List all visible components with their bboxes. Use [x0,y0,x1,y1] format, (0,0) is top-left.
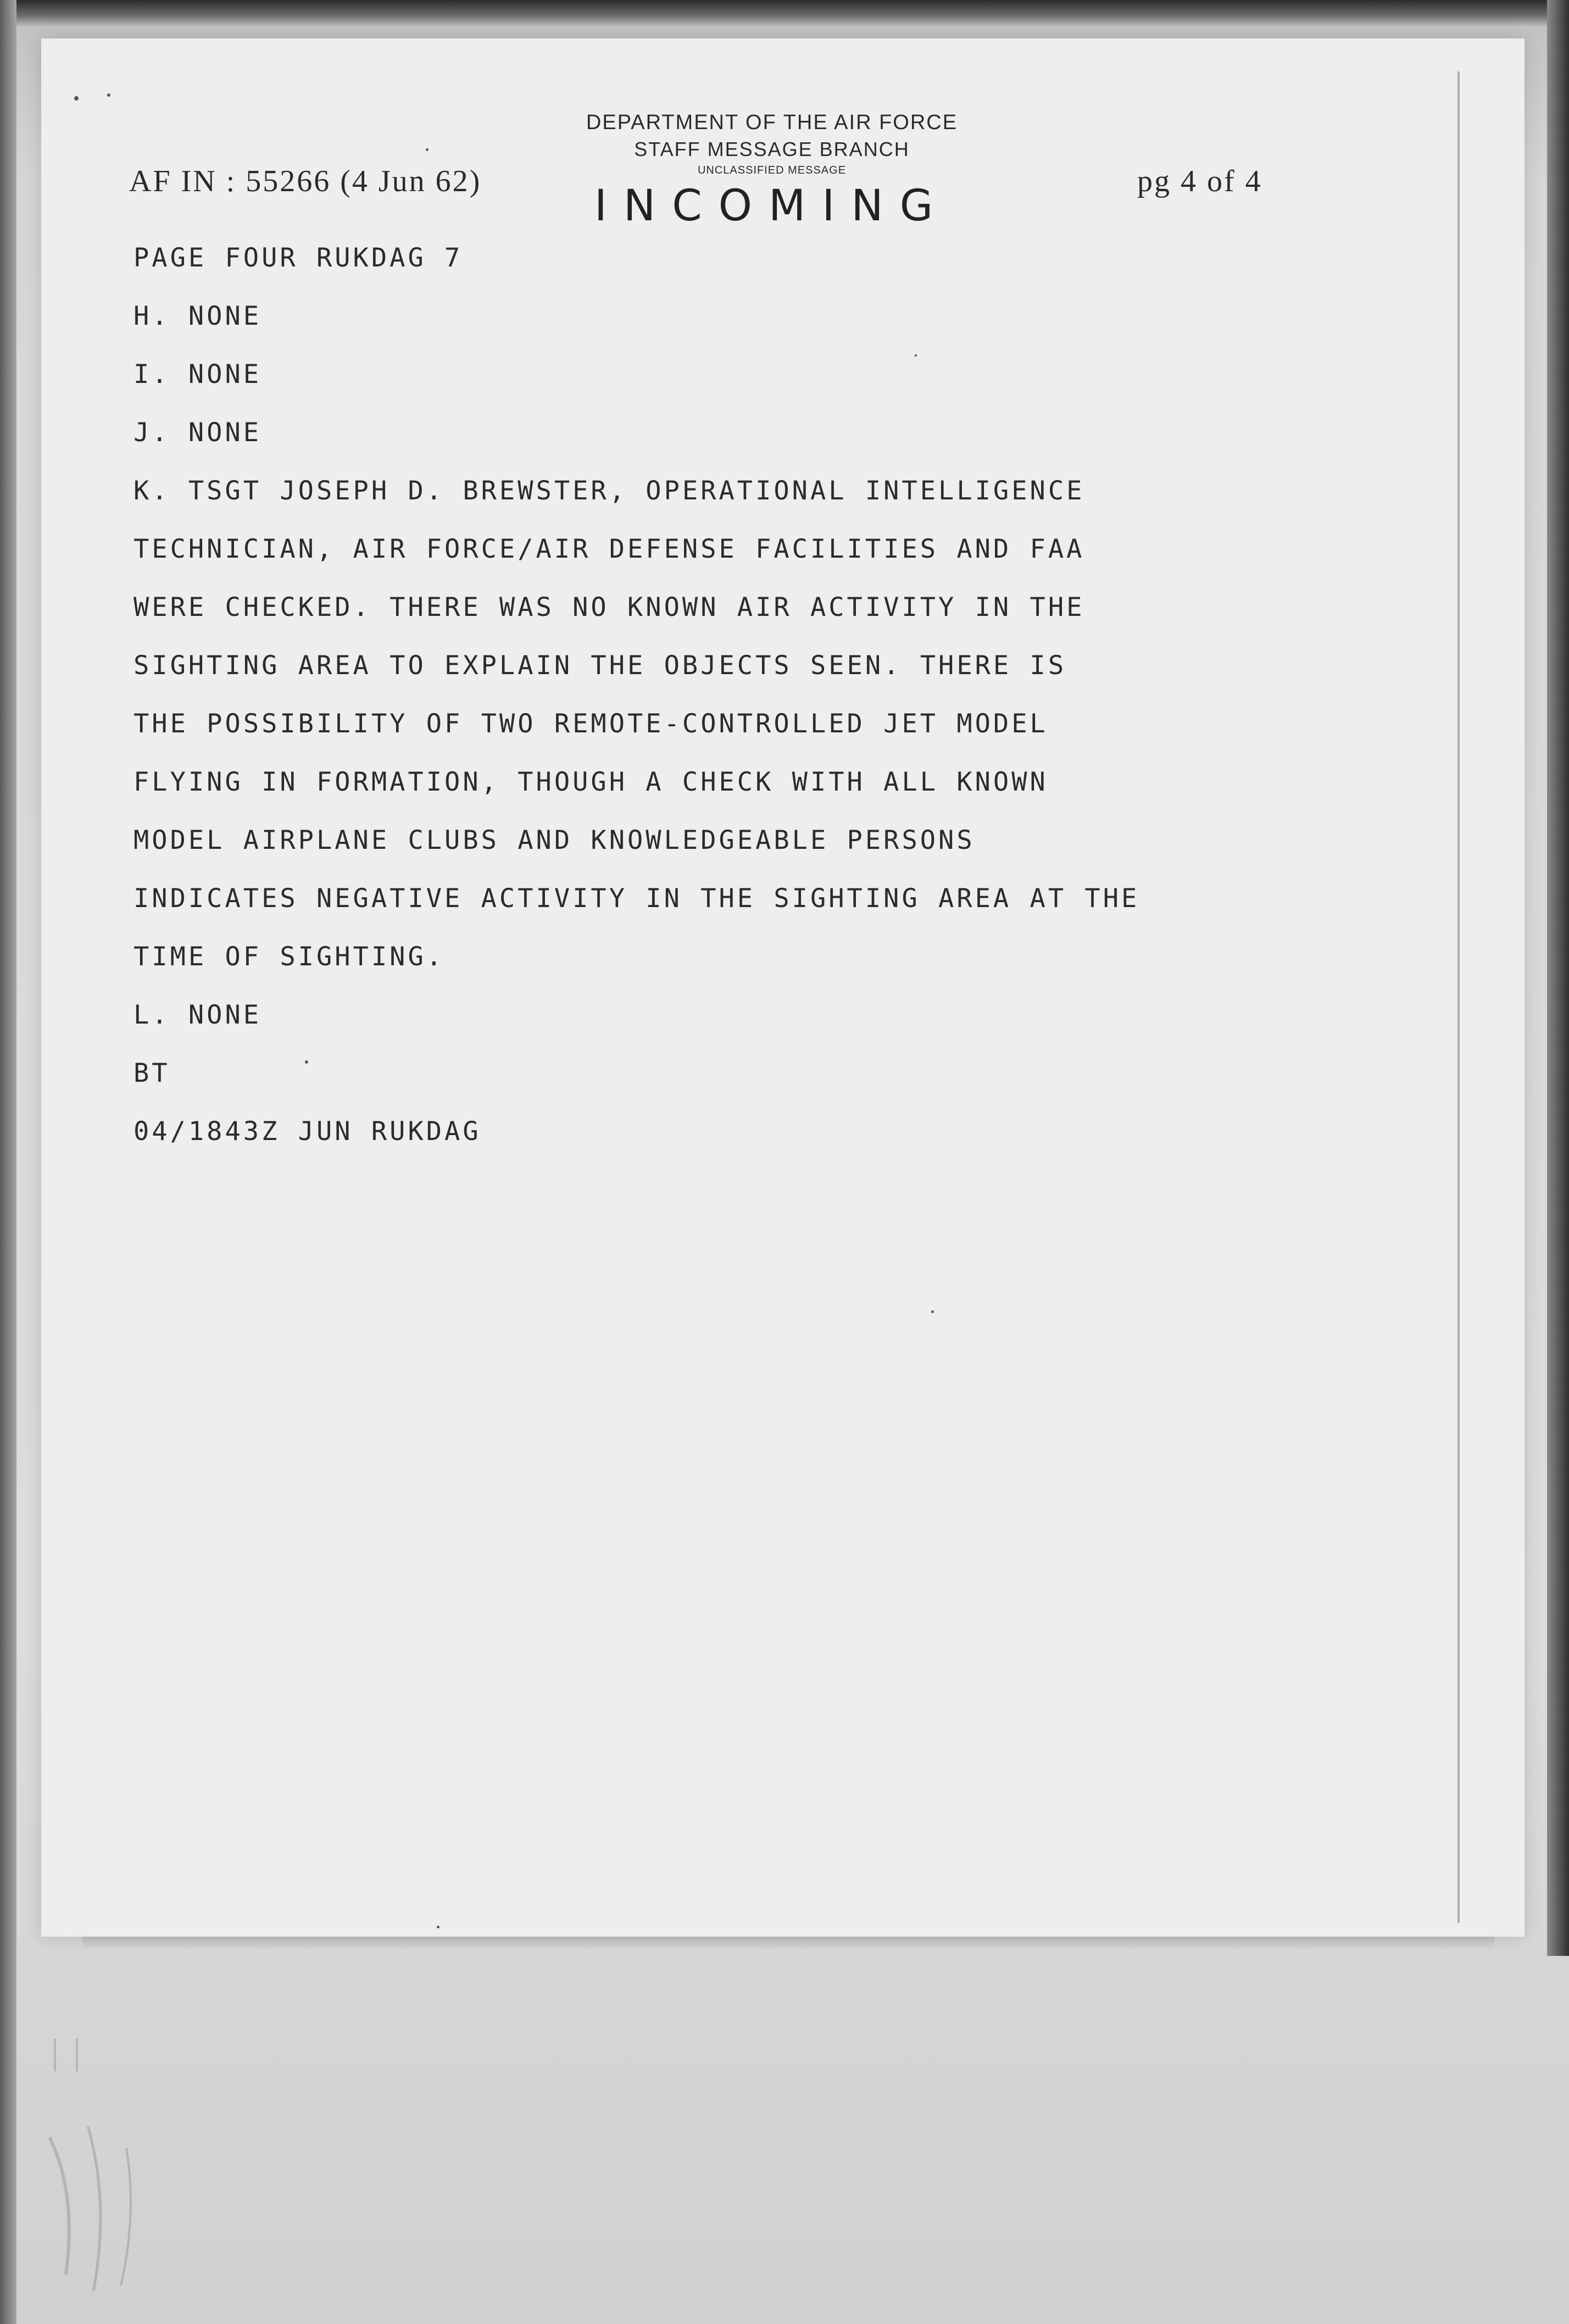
film-speck [426,148,429,151]
message-line: MODEL AIRPLANE CLUBS AND KNOWLEDGEABLE PERSONS [133,825,975,855]
film-edge-left [0,0,16,2324]
film-edge-top [0,0,1569,26]
page-number: pg 4 of 4 [1137,164,1262,198]
message-line: K. TSGT JOSEPH D. BREWSTER, OPERATIONAL INTELLIGENCE [133,476,1085,506]
message-line: FLYING IN FORMATION, THOUGH A CHECK WITH ALL KNOWN [133,767,1048,797]
af-in-reference: AF IN : 55266 (4 Jun 62) [129,164,482,198]
film-speck [305,1060,308,1064]
film-speck [437,1926,439,1928]
film-speck [74,96,79,101]
branch-heading: STAFF MESSAGE BRANCH [634,138,910,160]
film-speck [915,354,917,357]
department-heading: DEPARTMENT OF THE AIR FORCE [586,111,958,134]
message-line: PAGE FOUR RUKDAG 7 [133,243,463,273]
incoming-heading: INCOMING [594,181,950,231]
right-margin-line [1457,71,1460,1923]
film-edge-right [1547,0,1569,1956]
message-line: H. NONE [133,301,262,331]
message-sheet [41,38,1525,1937]
message-line: 04/1843Z JUN RUKDAG [133,1116,481,1147]
film-speck [931,1310,934,1313]
message-line: INDICATES NEGATIVE ACTIVITY IN THE SIGHTING AREA AT THE [133,883,1140,914]
message-line: THE POSSIBILITY OF TWO REMOTE-CONTROLLED JET MODEL [133,709,1048,739]
message-line: J. NONE [133,418,262,448]
message-line: SIGHTING AREA TO EXPLAIN THE OBJECTS SEEN. THERE IS [133,651,1067,681]
message-line: WERE CHECKED. THERE WAS NO KNOWN AIR ACTIVITY IN THE [133,592,1085,622]
film-scratches [44,2027,209,2302]
message-line: TIME OF SIGHTING. [133,942,445,972]
message-line: BT [133,1058,170,1088]
message-line: I. NONE [133,359,262,390]
film-speck [107,93,110,97]
classification-label: UNCLASSIFIED MESSAGE [697,164,847,176]
message-line: L. NONE [133,1000,262,1030]
message-line: TECHNICIAN, AIR FORCE/AIR DEFENSE FACILITIES AND FAA [133,534,1085,564]
